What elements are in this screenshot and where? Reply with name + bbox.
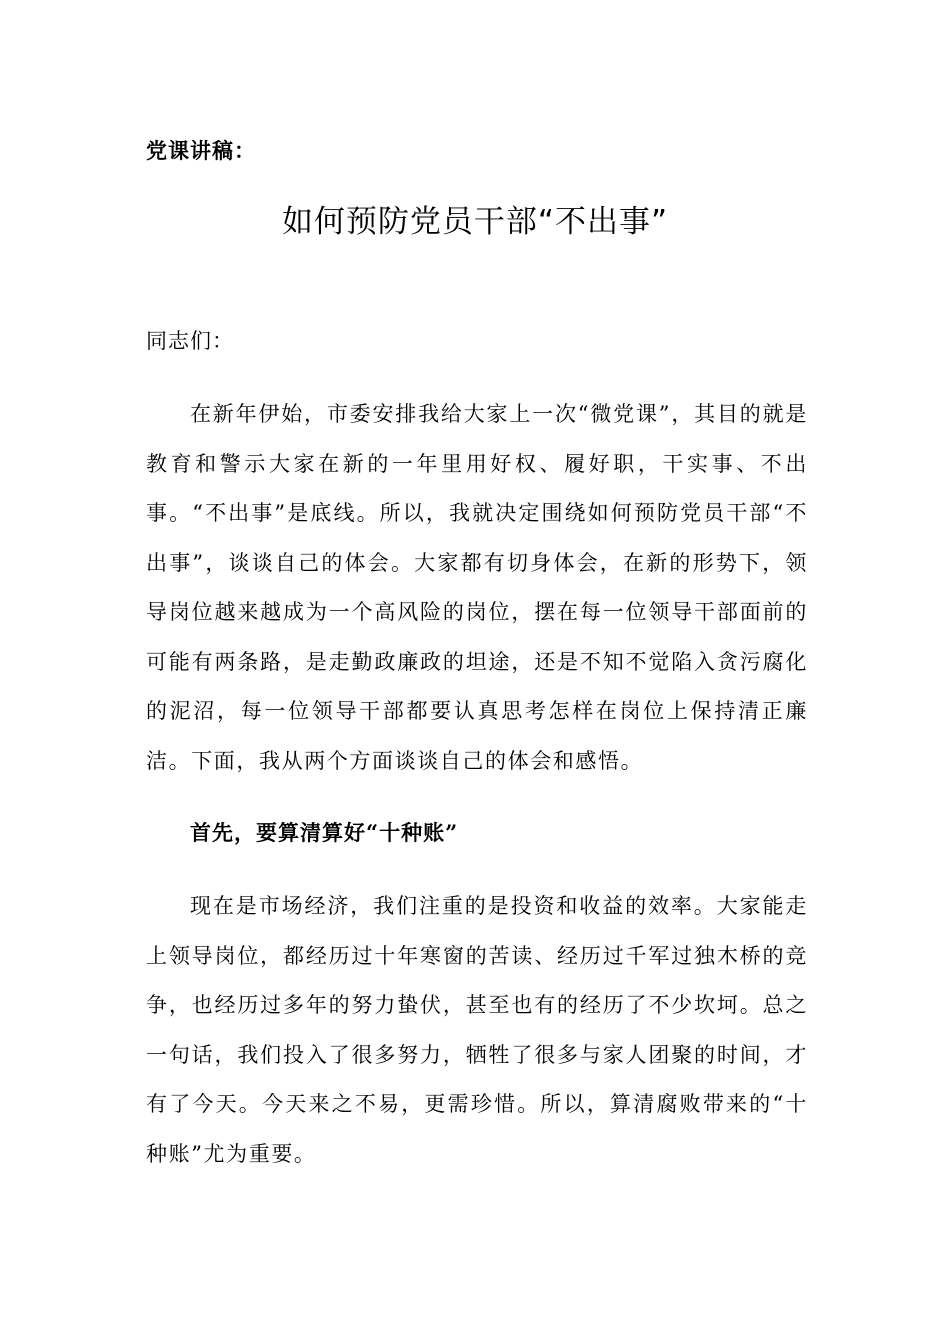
section-heading: 首先，要算清算好“十种账” [190,820,459,845]
paragraph-section-one: 现在是市场经济，我们注重的是投资和收益的效率。大家能走上领导岗位，都经历过十年寒窗的苦读、经历过千军过独木桥的竞争，也经历过多年的努力蛰伏，甚至也有的经历了不少坎坷。总之一句话，我们投入了很多努力，牺牲了很多与家人团聚的时间，才有了今天。今天来之不易，更需珍惜。所以，算清腐败带来的“十种账”尤为重要。 [146,894,808,1166]
salutation: 同志们： [146,329,234,353]
document-title: 如何预防党员干部“不出事” [281,204,669,240]
document-label: 党课讲稿： [146,138,256,163]
paragraph-intro: 在新年伊始，市委安排我给大家上一次“微党课”，其目的就是教育和警示大家在新的一年里用好权、履好职，干实事、不出事。“不出事”是底线。所以，我就决定围绕如何预防党员干部“不出事”，谈谈自己的体会。大家都有切身体会，在新的形势下，领导岗位越来越成为一个高风险的岗位，摆在每一位领导干部面前的可能有两条路，是走勤政廉政的坦途，还是不知不觉陷入贪污腐化的泥沼，每一位领导干部都要认真思考怎样在岗位上保持清正廉洁。下面，我从两个方面谈谈自己的体会和感悟。 [146,402,808,773]
